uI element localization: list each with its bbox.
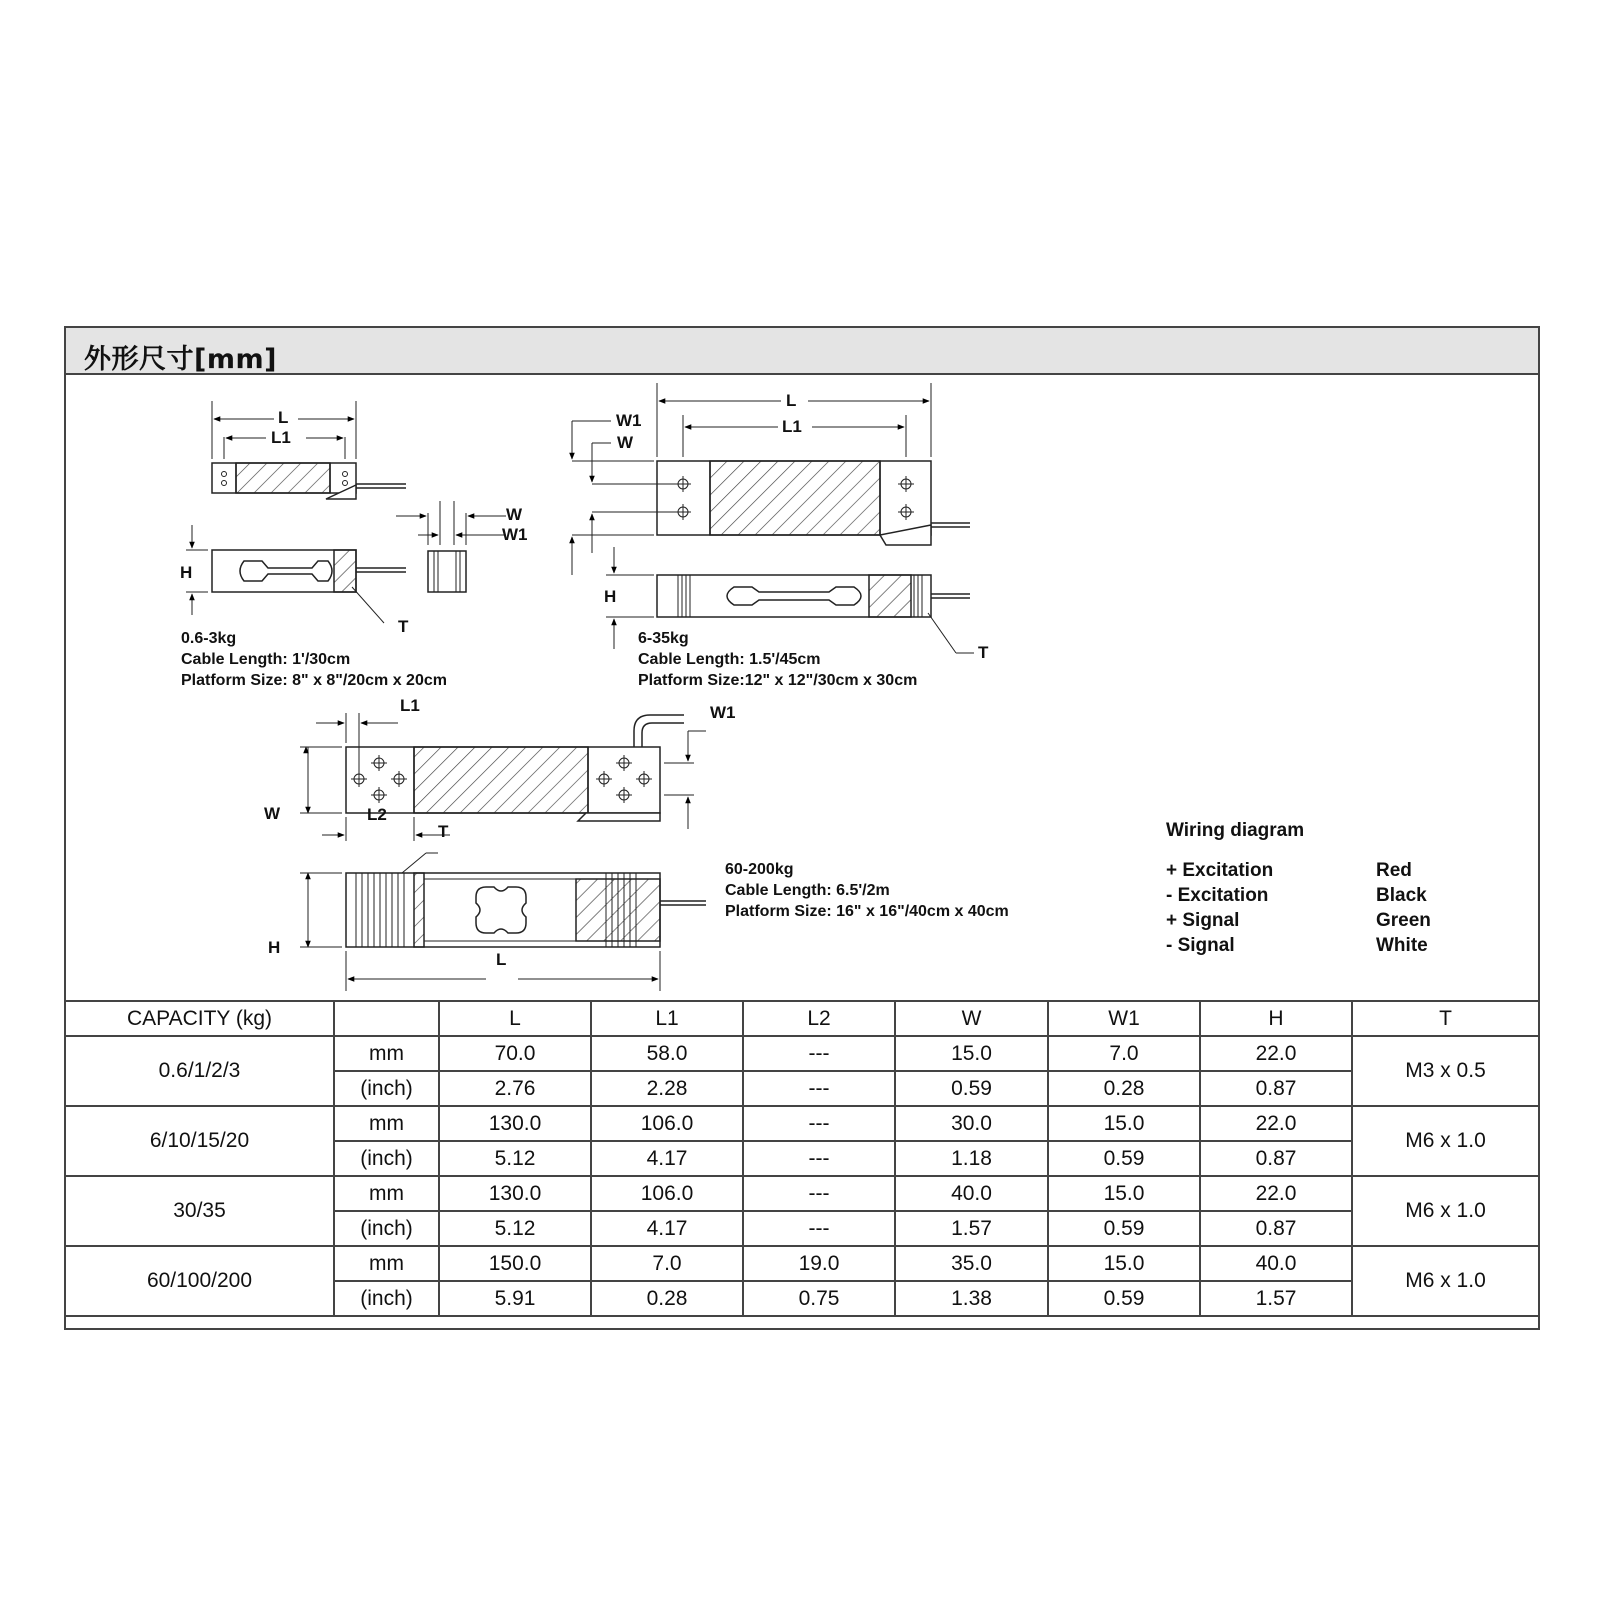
- medium-label-L: L: [786, 391, 797, 410]
- header-W1: W1: [1048, 1001, 1200, 1036]
- value-cell: 40.0: [895, 1176, 1048, 1211]
- value-cell: ---: [743, 1141, 895, 1176]
- table-header-row: [66, 1001, 1538, 1036]
- thread-cell: M6 x 1.0: [1352, 1246, 1538, 1316]
- large-label-H: H: [268, 938, 281, 957]
- value-cell: 0.59: [1048, 1141, 1200, 1176]
- medium-model-range: 6-35kg: [638, 630, 689, 647]
- wiring-signal: - Excitation: [1166, 885, 1269, 906]
- header-L1: L1: [591, 1001, 743, 1036]
- header-T: T: [1352, 1001, 1538, 1036]
- value-cell: 22.0: [1200, 1036, 1352, 1071]
- value-cell: 2.28: [591, 1071, 743, 1106]
- value-cell: 7.0: [591, 1246, 743, 1281]
- unit-cell: (inch): [334, 1281, 439, 1316]
- unit-cell: mm: [334, 1246, 439, 1281]
- large-label-L1: L1: [400, 696, 420, 715]
- small-label-L1: L1: [271, 428, 291, 447]
- capacity-cell: 0.6/1/2/3: [66, 1036, 334, 1106]
- small-label-T: T: [398, 617, 409, 636]
- large-model-top-view: [300, 713, 706, 841]
- value-cell: ---: [743, 1211, 895, 1246]
- value-cell: 130.0: [439, 1106, 591, 1141]
- unit-cell: mm: [334, 1176, 439, 1211]
- wiring-color: Black: [1376, 885, 1427, 906]
- small-label-W: W: [506, 505, 523, 524]
- large-label-T: T: [438, 822, 449, 841]
- large-label-W1: W1: [710, 703, 736, 722]
- medium-label-T: T: [978, 643, 989, 662]
- large-model-side-view: [300, 853, 706, 991]
- medium-label-L1: L1: [782, 417, 802, 436]
- value-cell: 0.75: [743, 1281, 895, 1316]
- value-cell: 5.12: [439, 1141, 591, 1176]
- value-cell: 7.0: [1048, 1036, 1200, 1071]
- wiring-signal: + Excitation: [1166, 860, 1274, 881]
- dimension-sheet: [64, 326, 1540, 1330]
- thread-cell: M6 x 1.0: [1352, 1176, 1538, 1246]
- unit-cell: (inch): [334, 1071, 439, 1106]
- capacity-cell: 30/35: [66, 1176, 334, 1246]
- small-model-cable: Cable Length: 1'/30cm: [181, 651, 351, 668]
- small-model-side-view: [186, 525, 406, 623]
- small-label-H: H: [180, 563, 193, 582]
- value-cell: 22.0: [1200, 1106, 1352, 1141]
- value-cell: 30.0: [895, 1106, 1048, 1141]
- value-cell: 4.17: [591, 1211, 743, 1246]
- capacity-cell: 60/100/200: [66, 1246, 334, 1316]
- large-label-L: L: [496, 950, 507, 969]
- header-L2: L2: [743, 1001, 895, 1036]
- value-cell: 106.0: [591, 1176, 743, 1211]
- value-cell: 5.91: [439, 1281, 591, 1316]
- table-row: [66, 1246, 1538, 1281]
- small-model-range: 0.6-3kg: [181, 630, 237, 647]
- medium-label-H: H: [604, 587, 617, 606]
- large-label-W: W: [264, 804, 281, 823]
- value-cell: 15.0: [895, 1036, 1048, 1071]
- value-cell: 35.0: [895, 1246, 1048, 1281]
- spec-table: [66, 1000, 1538, 1317]
- unit-cell: (inch): [334, 1141, 439, 1176]
- table-row: [66, 1036, 1538, 1071]
- wiring-signal: + Signal: [1166, 910, 1240, 931]
- large-label-L2: L2: [367, 805, 387, 824]
- value-cell: 40.0: [1200, 1246, 1352, 1281]
- value-cell: ---: [743, 1176, 895, 1211]
- unit-cell: (inch): [334, 1211, 439, 1246]
- header-capacity: CAPACITY (kg): [66, 1001, 334, 1036]
- value-cell: ---: [743, 1036, 895, 1071]
- header-unit: [334, 1001, 439, 1036]
- medium-label-W: W: [617, 433, 634, 452]
- medium-label-W1: W1: [616, 411, 642, 430]
- value-cell: 0.87: [1200, 1211, 1352, 1246]
- value-cell: 0.28: [1048, 1071, 1200, 1106]
- wiring-title: Wiring diagram: [1166, 820, 1305, 841]
- header-L: L: [439, 1001, 591, 1036]
- table-row: [66, 1106, 1538, 1141]
- small-model-platform: Platform Size: 8" x 8"/20cm x 20cm: [181, 672, 447, 689]
- value-cell: 0.87: [1200, 1141, 1352, 1176]
- value-cell: 15.0: [1048, 1176, 1200, 1211]
- large-model-platform: Platform Size: 16" x 16"/40cm x 40cm: [725, 903, 1009, 920]
- medium-model-cable: Cable Length: 1.5'/45cm: [638, 651, 821, 668]
- wiring-diagram: [1166, 820, 1431, 958]
- value-cell: 58.0: [591, 1036, 743, 1071]
- value-cell: 15.0: [1048, 1106, 1200, 1141]
- small-model-top-view: [212, 401, 406, 499]
- value-cell: 19.0: [743, 1246, 895, 1281]
- value-cell: 0.59: [1048, 1211, 1200, 1246]
- value-cell: 1.38: [895, 1281, 1048, 1316]
- value-cell: 106.0: [591, 1106, 743, 1141]
- value-cell: 0.59: [895, 1071, 1048, 1106]
- unit-cell: mm: [334, 1036, 439, 1071]
- wiring-row: [1166, 933, 1431, 958]
- table-row: [66, 1176, 1538, 1211]
- wiring-signal: - Signal: [1166, 935, 1235, 956]
- value-cell: 0.59: [1048, 1281, 1200, 1316]
- value-cell: 2.76: [439, 1071, 591, 1106]
- value-cell: 70.0: [439, 1036, 591, 1071]
- header-bar: [66, 328, 1538, 375]
- header-W: W: [895, 1001, 1048, 1036]
- value-cell: 1.57: [1200, 1281, 1352, 1316]
- wiring-color: Red: [1376, 860, 1412, 881]
- value-cell: 0.28: [591, 1281, 743, 1316]
- wiring-color: Green: [1376, 910, 1431, 931]
- small-label-W1: W1: [502, 525, 528, 544]
- value-cell: 1.18: [895, 1141, 1048, 1176]
- wiring-color: White: [1376, 935, 1428, 956]
- small-model-end-view: [396, 501, 506, 592]
- wiring-row: [1166, 883, 1431, 908]
- value-cell: 22.0: [1200, 1176, 1352, 1211]
- unit-cell: mm: [334, 1106, 439, 1141]
- value-cell: 130.0: [439, 1176, 591, 1211]
- value-cell: 150.0: [439, 1246, 591, 1281]
- value-cell: 4.17: [591, 1141, 743, 1176]
- thread-cell: M3 x 0.5: [1352, 1036, 1538, 1106]
- header-H: H: [1200, 1001, 1352, 1036]
- capacity-cell: 6/10/15/20: [66, 1106, 334, 1176]
- thread-cell: M6 x 1.0: [1352, 1106, 1538, 1176]
- large-model-range: 60-200kg: [725, 861, 794, 878]
- value-cell: ---: [743, 1071, 895, 1106]
- small-label-L: L: [278, 408, 289, 427]
- value-cell: 5.12: [439, 1211, 591, 1246]
- wiring-row: [1166, 858, 1431, 883]
- large-model-cable: Cable Length: 6.5'/2m: [725, 882, 890, 899]
- medium-model-platform: Platform Size:12" x 12"/30cm x 30cm: [638, 672, 918, 689]
- value-cell: 15.0: [1048, 1246, 1200, 1281]
- wiring-row: [1166, 908, 1431, 933]
- page-title: 外形尺寸[mm]: [84, 344, 277, 375]
- value-cell: 0.87: [1200, 1071, 1352, 1106]
- value-cell: ---: [743, 1106, 895, 1141]
- value-cell: 1.57: [895, 1211, 1048, 1246]
